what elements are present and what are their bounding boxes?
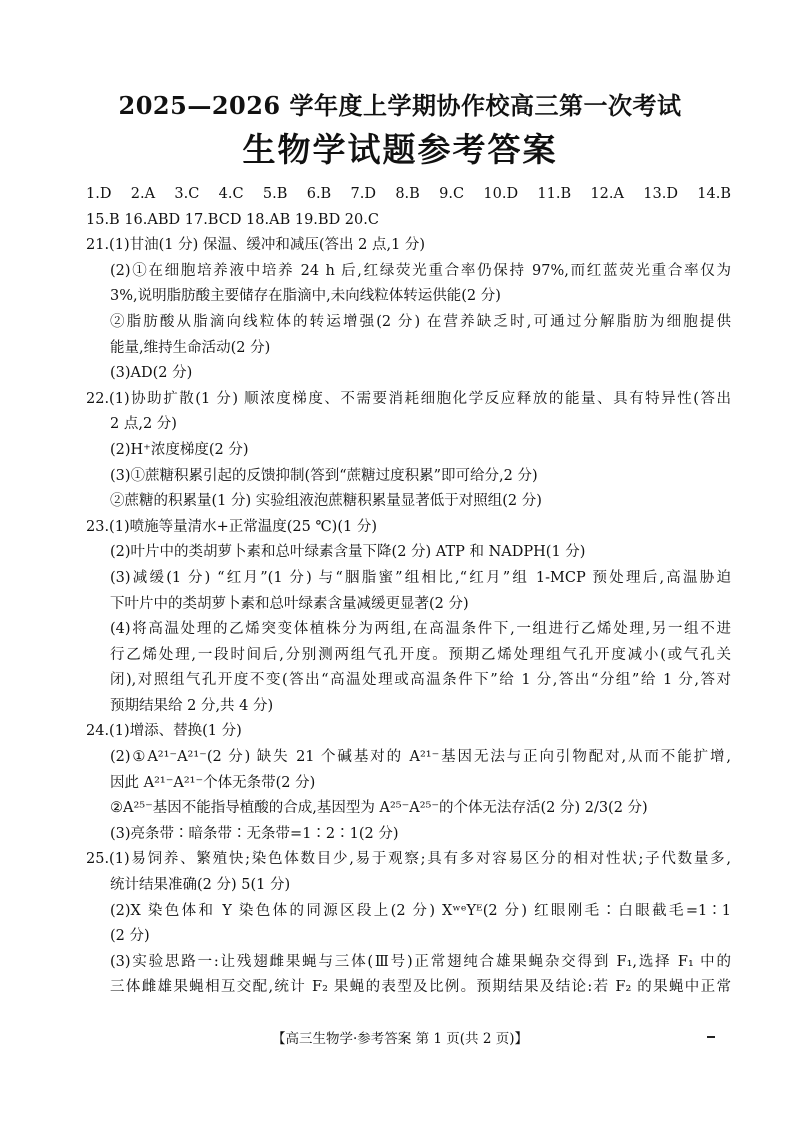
q21-line-2: (2)①在细胞培养液中培养 24 h 后,红绿荧光重合率仍保持 97%,而红蓝荧光重合率仅为 xyxy=(110,262,731,279)
q23-line-5: (4)将高温处理的乙烯突变体植株分为两组,在高温条件下,一组进行乙烯处理,另一组不进 xyxy=(110,621,731,638)
q25-line-4: (2 分) xyxy=(110,928,150,945)
choice-answers-line-1: 1.D 2.A 3.C 4.C 5.B 6.B 7.D 8.B 9.C 10.D 11.B 12.A 13.D 14.B xyxy=(86,186,731,202)
q25-line-1: 25.(1)易饲养、繁殖快;染色体数目少,易于观察;具有多对容易区分的相对性状;子代数量多, xyxy=(86,851,731,868)
q23-line-6: 行乙烯处理,一段时间后,分别测两组气孔开度。预期乙烯处理组气孔开度减小(或气孔关 xyxy=(110,646,731,663)
q25-line-6: 三体雌雄果蝇相互交配,统计 F₂ 果蝇的表型及比例。预期结果及结论:若 F₂ 的果蝇中正常 xyxy=(110,979,731,996)
q23-line-3: (3)减缓(1 分) “红月”(1 分) 与“胭脂蜜”组相比,“红月”组 1-MCP 预处理后,高温胁迫 xyxy=(110,569,731,586)
page-footer: 【高三生物学·参考答案 第 1 页(共 2 页)】 xyxy=(272,1031,528,1047)
q24-line-3: 因此 A²¹⁻A²¹⁻个体无条带(2 分) xyxy=(110,774,316,791)
q22-line-2: 2 点,2 分) xyxy=(110,416,177,433)
q24-line-1: 24.(1)增添、替换(1 分) xyxy=(86,723,242,740)
q21-line-1: 21.(1)甘油(1 分) 保温、缓冲和减压(答出 2 点,1 分) xyxy=(86,237,426,254)
q23-line-8: 预期结果给 2 分,共 4 分) xyxy=(110,697,274,714)
q21-line-3: 3%,说明脂肪酸主要储存在脂滴中,未向线粒体转运供能(2 分) xyxy=(110,288,501,305)
q22-line-5: ②蔗糖的积累量(1 分) 实验组液泡蔗糖积累量显著低于对照组(2 分) xyxy=(110,493,542,510)
q21-line-6: (3)AD(2 分) xyxy=(110,365,193,382)
q25-line-3: (2)X 染色体和 Y 染色体的同源区段上(2 分) XʷᵉYᴱ(2 分) 红眼刚毛∶白眼截毛=1∶1 xyxy=(110,902,731,919)
q22-line-1: 22.(1)协助扩散(1 分) 顺浓度梯度、不需要消耗细胞化学反应释放的能量、具有特异性(答出 xyxy=(86,390,731,407)
q25-line-5: (3)实验思路一:让残翅雌果蝇与三体(Ⅲ号)正常翅纯合雄果蝇杂交得到 F₁,选择 F₁ 中的 xyxy=(110,953,731,970)
footer-dash-mark xyxy=(707,1036,715,1038)
q24-line-4: ②A²⁵⁻基因不能指导植酸的合成,基因型为 A²⁵⁻A²⁵⁻的个体无法存活(2 分) 2/3(2 分) xyxy=(110,800,648,817)
q21-line-5: 能量,维持生命活动(2 分) xyxy=(110,339,271,356)
q25-line-2: 统计结果准确(2 分) 5(1 分) xyxy=(110,877,291,894)
q24-line-2: (2)①A²¹⁻A²¹⁻(2 分) 缺失 21 个碱基对的 A²¹⁻基因无法与正向引物配对,从而不能扩增, xyxy=(110,749,731,766)
q23-line-7: 闭),对照组气孔开度不变(答出“高温处理或高温条件下”给 1 分,答出“分组”给 1 分,答对 xyxy=(110,672,731,689)
q23-line-4: 下叶片中的类胡萝卜素和总叶绿素含量减缓更显著(2 分) xyxy=(110,595,469,612)
answer-body xyxy=(86,182,731,1001)
q23-line-1: 23.(1)喷施等量清水+正常温度(25 ℃)(1 分) xyxy=(86,518,377,535)
q24-line-5: (3)亮条带∶暗条带∶无条带=1∶2∶1(2 分) xyxy=(110,825,399,842)
exam-title: 2025—2026 学年度上学期协作校高三第一次考试 xyxy=(118,91,682,120)
choice-answers-line-2: 15.B 16.ABD 17.BCD 18.AB 19.BD 20.C xyxy=(86,211,379,228)
q21-line-4: ②脂肪酸从脂滴向线粒体的转运增强(2 分) 在营养缺乏时,可通过分解脂肪为细胞提供 xyxy=(110,313,731,330)
q22-line-3: (2)H⁺浓度梯度(2 分) xyxy=(110,441,249,458)
answer-key-title: 生物学试题参考答案 xyxy=(242,130,558,169)
q22-line-4: (3)①蔗糖积累引起的反馈抑制(答到“蔗糖过度积累”即可给分,2 分) xyxy=(110,467,538,484)
q23-line-2: (2)叶片中的类胡萝卜素和总叶绿素含量下降(2 分) ATP 和 NADPH(1 分) xyxy=(110,544,586,561)
